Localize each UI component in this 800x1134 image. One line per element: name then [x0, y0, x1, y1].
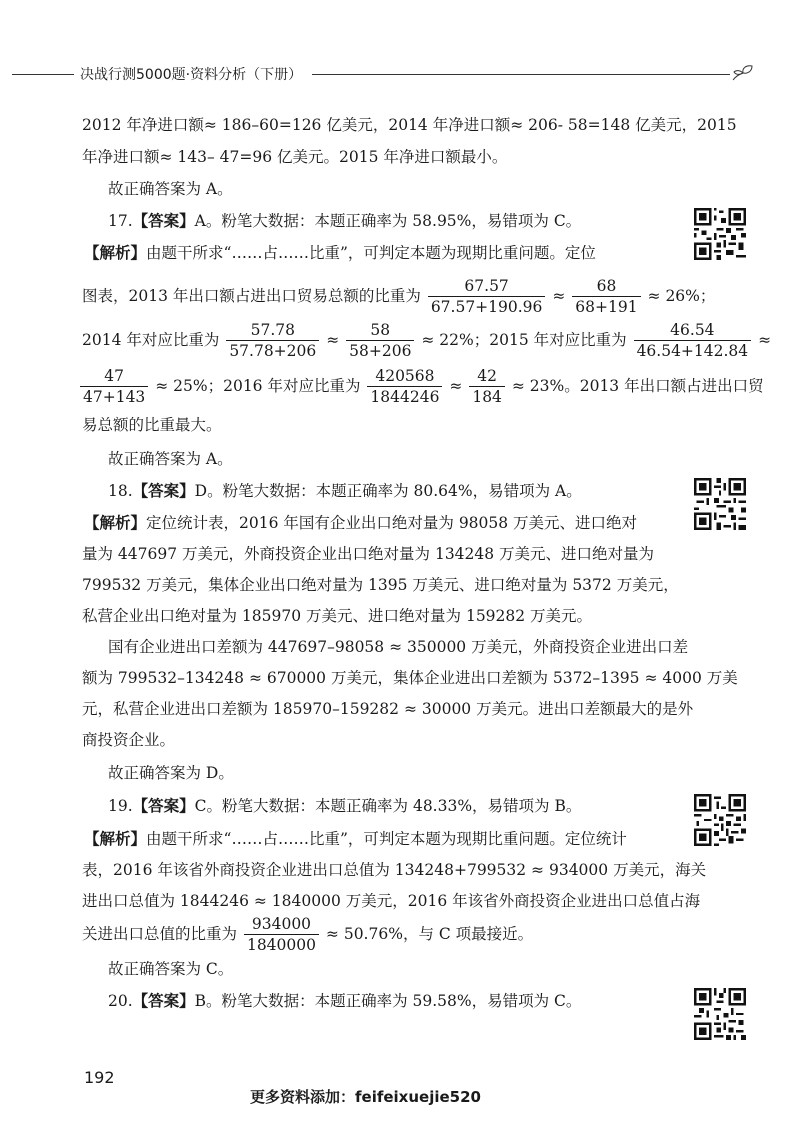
- q17-answer-line: [108, 210, 581, 232]
- q17-analysis-line-5: 易总额的比重最大。: [82, 416, 222, 434]
- qr-code-icon[interactable]: [694, 208, 746, 260]
- q19-answer-tag: 【答案】: [132, 796, 195, 815]
- fraction-denominator: 1840000: [246, 935, 316, 954]
- page-number: 192: [84, 1068, 115, 1087]
- fraction-2016-exact: [367, 366, 442, 407]
- q17-analysis-line-1: [84, 242, 596, 264]
- fraction-numerator: 934000: [244, 914, 319, 935]
- fraction-numerator: 420568: [367, 366, 442, 387]
- fraction-2014-rounded: [346, 320, 414, 361]
- fraction-denominator: 1844246: [370, 387, 440, 406]
- fraction-2015-exact: [634, 320, 752, 361]
- q17-l2-result: ≈ 26%；: [647, 287, 716, 305]
- q18-p2-line-4: 商投资企业。: [82, 731, 176, 749]
- qr-code-icon[interactable]: [694, 478, 746, 530]
- q18-p2-line-1: 国有企业进出口差额为 447697–98058 ≈ 350000 万美元，外商投资企业进出口差: [108, 638, 689, 656]
- q17-l4-text: ≈ 25%；2016 年对应比重为: [155, 377, 361, 395]
- q19-analysis-line-1: [84, 828, 627, 850]
- q18-p2-line-3: 元，私营企业进出口差额为 185970–159282 ≈ 30000 万美元。进出口差额最大的是外: [82, 700, 694, 718]
- q20-answer-tag: 【答案】: [132, 991, 195, 1010]
- q17-answer-rest: A。粉笔大数据：本题正确率为 58.95%，易错项为 C。: [194, 212, 582, 230]
- fraction-2015-rounded: [80, 366, 148, 407]
- header-rule-left: [12, 74, 74, 75]
- fraction-denominator: 58+206: [349, 341, 412, 360]
- book-title: 决战行测5000题·资料分析（下册）: [80, 67, 303, 83]
- q18-analysis-line-4: 私营企业出口绝对量为 185970 万美元、进口绝对量为 159282 万美元。: [82, 607, 593, 625]
- q19-analysis-text: 由题干所求“……占……比重”，可判定本题为现期比重问题。定位统计: [146, 830, 627, 848]
- q17-analysis-line-2: [82, 276, 715, 316]
- q17-l3-mid: ≈ 22%；2015 年对应比重为: [421, 331, 627, 349]
- q17-analysis-line-3: [82, 320, 771, 360]
- fraction-share: [244, 914, 319, 955]
- fraction-denominator: 47+143: [83, 387, 146, 406]
- fraction-2016-rounded: [469, 366, 505, 407]
- contact-note: 更多资料添加：feifeixuejie520: [250, 1088, 481, 1106]
- q16-line-1: 2012 年净进口额≈ 186–60=126 亿美元，2014 年净进口额≈ 206- 58=148 亿美元，2015: [82, 116, 737, 134]
- q19-answer: 故正确答案为 C。: [108, 960, 234, 978]
- fraction-numerator: 47: [80, 366, 148, 387]
- sprout-leaf-icon: [730, 64, 756, 82]
- q18-analysis-line-2: 量为 447697 万美元，外商投资企业出口绝对量为 134248 万美元、进口绝对量为: [82, 545, 655, 563]
- q18-answer-line: [108, 480, 582, 502]
- q18-answer-tag: 【答案】: [132, 481, 195, 500]
- q19-analysis-line-2: 表，2016 年该省外商投资企业进出口总值为 134248+799532 ≈ 934000 万美元，海关: [82, 861, 707, 879]
- q20-answer-line: [108, 990, 581, 1012]
- q16-line-2: 年净进口额≈ 143– 47=96 亿美元。2015 年净进口额最小。: [82, 148, 508, 166]
- running-header: [0, 64, 800, 84]
- fraction-numerator: 68: [572, 276, 640, 297]
- q18-analysis-line-1: [84, 512, 637, 534]
- fraction-numerator: 67.57: [428, 276, 546, 297]
- q17-answer-tag: 【答案】: [132, 211, 195, 230]
- q20-answer-rest: B。粉笔大数据：本题正确率为 59.58%，易错项为 C。: [194, 992, 582, 1010]
- q17-analysis-text: 由题干所求“……占……比重”，可判定本题为现期比重问题。定位: [146, 244, 596, 262]
- q17-analysis-tag: 【解析】: [84, 243, 147, 262]
- q18-analysis-text: 定位统计表，2016 年国有企业出口绝对量为 98058 万美元、进口绝对: [146, 514, 638, 532]
- approx-sign: ≈: [552, 287, 566, 305]
- q19-number: 19.: [108, 797, 133, 815]
- q16-answer: 故正确答案为 A。: [108, 180, 233, 198]
- q20-number: 20.: [108, 992, 133, 1010]
- q17-analysis-line-4: [78, 366, 764, 406]
- approx-sign: ≈: [449, 377, 463, 395]
- q17-l3-text: 2014 年对应比重为: [82, 331, 220, 349]
- qr-code-icon[interactable]: [694, 794, 746, 846]
- q17-number: 17.: [108, 212, 133, 230]
- fraction-denominator: 68+191: [575, 297, 638, 316]
- fraction-numerator: 58: [346, 320, 414, 341]
- fraction-2013-exact: [428, 276, 546, 317]
- q19-analysis-line-3: 进出口总值为 1844246 ≈ 1840000 万美元，2016 年该省外商投资企业进出口总值占海: [82, 892, 701, 910]
- approx-sign: ≈: [758, 331, 772, 349]
- q17-l4-result: ≈ 23%。2013 年出口额占进出口贸: [511, 377, 764, 395]
- q18-analysis-line-3: 799532 万美元，集体企业出口绝对量为 1395 万美元、进口绝对量为 5372 万美元，: [82, 576, 679, 594]
- fraction-numerator: 57.78: [226, 320, 319, 341]
- q18-number: 18.: [108, 482, 133, 500]
- fraction-denominator: 184: [472, 387, 502, 406]
- fraction-denominator: 57.78+206: [229, 341, 317, 360]
- fraction-2014-exact: [226, 320, 319, 361]
- q18-answer-rest: D。粉笔大数据：本题正确率为 80.64%，易错项为 A。: [194, 482, 582, 500]
- fraction-numerator: 42: [469, 366, 505, 387]
- q19-analysis-tag: 【解析】: [84, 829, 147, 848]
- q18-analysis-tag: 【解析】: [84, 513, 147, 532]
- header-rule-right: [312, 74, 730, 75]
- q19-l4-result: ≈ 50.76%，与 C 项最接近。: [325, 925, 534, 943]
- fraction-denominator: 46.54+142.84: [636, 341, 749, 360]
- q19-answer-line: [108, 795, 581, 817]
- qr-code-icon[interactable]: [694, 988, 746, 1040]
- q19-l4-text: 关进出口总值的比重为: [82, 925, 238, 943]
- fraction-numerator: 46.54: [634, 320, 752, 341]
- fraction-2013-rounded: [572, 276, 640, 317]
- q17-answer: 故正确答案为 A。: [108, 450, 233, 468]
- q19-answer-rest: C。粉笔大数据：本题正确率为 48.33%，易错项为 B。: [194, 797, 582, 815]
- q17-l2-text: 图表，2013 年出口额占进出口贸易总额的比重为: [82, 287, 421, 305]
- fraction-denominator: 67.57+190.96: [430, 297, 543, 316]
- q18-answer: 故正确答案为 D。: [108, 764, 234, 782]
- q18-p2-line-2: 额为 799532–134248 ≈ 670000 万美元，集体企业进出口差额为 5372–1395 ≈ 4000 万美: [82, 669, 738, 687]
- approx-sign: ≈: [326, 331, 340, 349]
- q19-analysis-line-4: [82, 914, 533, 954]
